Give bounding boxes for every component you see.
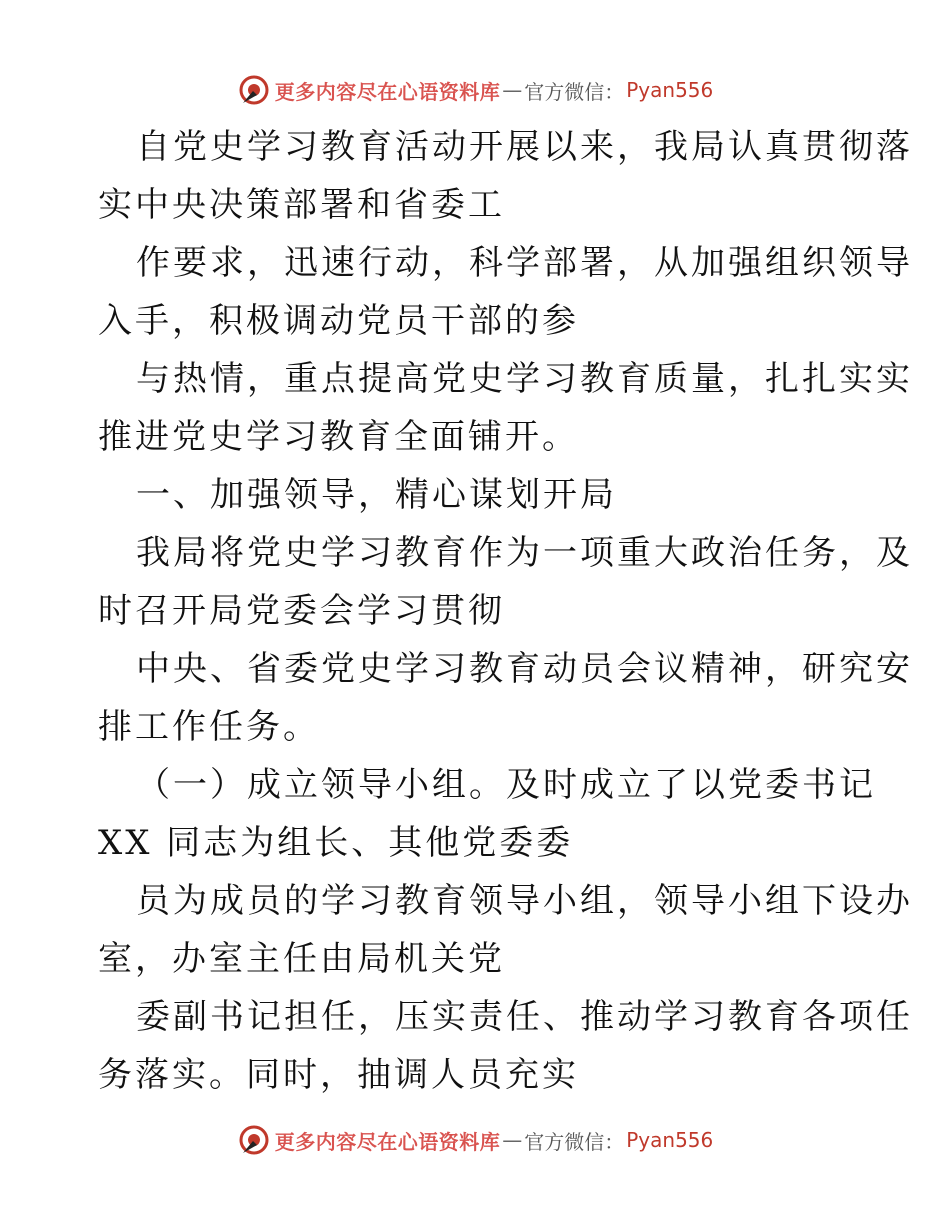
wechat-id: Pyan556 xyxy=(626,78,714,102)
text-line: 中央、省委党史学习教育动员会议精神，研究安 xyxy=(136,649,913,689)
text-line: 室，办室主任由局机关党 xyxy=(98,939,505,979)
text-line: （一）成立领导小组。及时成立了以党委书记 xyxy=(136,765,876,805)
text-line: XX 同志为组长、其他党委委 xyxy=(98,823,574,863)
banner-dash: — xyxy=(502,1128,523,1152)
document-body xyxy=(98,118,913,1104)
text-line: 作要求，迅速行动，科学部署，从加强组织领导 xyxy=(136,243,913,283)
brand-text: 更多内容尽在心语资料库 xyxy=(274,79,501,104)
wechat-id: Pyan556 xyxy=(626,1128,714,1152)
text-line: 员为成员的学习教育领导小组，领导小组下设办 xyxy=(136,881,913,921)
text-line: 推进党史学习教育全面铺开。 xyxy=(98,417,579,457)
official-label: 官方微信： xyxy=(524,79,625,104)
header-watermark-banner xyxy=(0,70,950,110)
text-line: 我局将党史学习教育作为一项重大政治任务，及 xyxy=(136,533,913,573)
footer-watermark-banner xyxy=(0,1120,950,1160)
brand-text: 更多内容尽在心语资料库 xyxy=(274,1129,501,1154)
text-line: 自党史学习教育活动开展以来，我局认真贯彻落 xyxy=(136,127,913,167)
pen-nib-logo-icon xyxy=(237,73,271,107)
text-line: 一、加强领导，精心谋划开局 xyxy=(136,475,617,515)
text-line: 与热情，重点提高党史学习教育质量，扎扎实实 xyxy=(136,359,913,399)
text-line: 务落实。同时，抽调人员充实 xyxy=(98,1055,579,1095)
text-line: 时召开局党委会学习贯彻 xyxy=(98,591,505,631)
pen-nib-logo-icon xyxy=(237,1123,271,1157)
official-label: 官方微信： xyxy=(524,1129,625,1154)
text-line: 实中央决策部署和省委工 xyxy=(98,185,505,225)
text-line: 委副书记担任，压实责任、推动学习教育各项任 xyxy=(136,997,913,1037)
banner-dash: — xyxy=(502,78,523,102)
text-line: 排工作任务。 xyxy=(98,707,320,747)
text-line: 入手，积极调动党员干部的参 xyxy=(98,301,579,341)
